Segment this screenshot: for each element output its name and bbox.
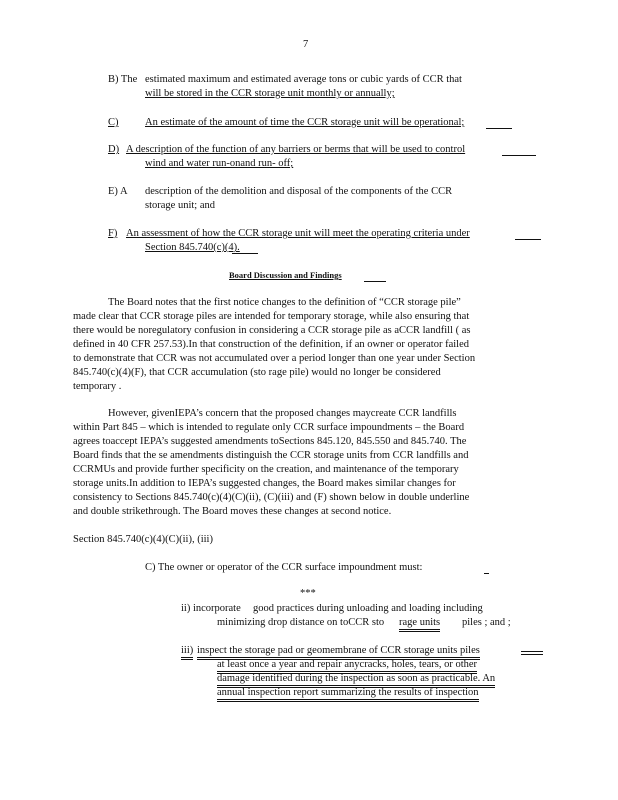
para2-line: agrees toaccept IEPA’s suggested amendments toSections 845.120, 845.550 and 845.740. The bbox=[73, 436, 467, 447]
section-heading: Board Discussion and Findings bbox=[229, 270, 342, 280]
para1-line: temporary . bbox=[73, 381, 122, 392]
underline-rule bbox=[486, 128, 512, 129]
item-b-line2: will be stored in the CCR storage unit monthly or annually; bbox=[145, 88, 395, 99]
item-c-line1: An estimate of the amount of time the CCR storage unit will be operational; bbox=[145, 117, 465, 128]
item-d-line2: wind and water run-onand run- off; bbox=[145, 158, 294, 169]
item-iii-label: iii) bbox=[181, 644, 193, 660]
underline-rule bbox=[484, 573, 489, 574]
item-ii-line2a: minimizing drop distance on toCCR sto bbox=[217, 617, 385, 628]
para1-line: defined in 40 CFR 257.53).In that construction of the definition, if an owner or operator failed bbox=[73, 339, 469, 350]
item-iii-line4: annual inspection report summarizing the results of inspection bbox=[217, 686, 479, 702]
item-b-line1: estimated maximum and estimated average tons or cubic yards of CCR that bbox=[145, 74, 462, 85]
underline-rule bbox=[232, 253, 258, 254]
item-ii-line2b: rage units bbox=[399, 616, 440, 632]
subsection-c-owner: C) The owner or operator of the CCR surface impoundment must: bbox=[145, 562, 423, 573]
item-f-line2: Section 845.740(c)(4). bbox=[145, 242, 240, 253]
para2-line: and double strikethrough. The Board moves these changes at second notice. bbox=[73, 506, 392, 517]
para2-line: Board finds that the se amendments distinguish the CCR storage units from CCR landfills and bbox=[73, 450, 469, 461]
item-f-label: F) bbox=[108, 228, 118, 239]
item-d-label: D) bbox=[108, 144, 120, 155]
para1-line: The Board notes that the first notice changes to the definition of “CCR storage pile” bbox=[108, 297, 461, 308]
para2-line: However, givenIEPA’s concern that the proposed changes maycreate CCR landfills bbox=[108, 408, 457, 419]
item-b-label: B) The bbox=[108, 74, 138, 85]
item-e-label: E) A bbox=[108, 186, 128, 197]
page-number: 7 bbox=[303, 39, 309, 50]
para2-line: within Part 845 – which is intended to regulate only CCR surface impoundments – the Board bbox=[73, 422, 465, 433]
item-ii-label: ii) incorporate bbox=[181, 603, 241, 614]
para1-line: to demonstrate that CCR was not accumulated over a period longer than one year under Section bbox=[73, 353, 476, 364]
underline-rule bbox=[502, 155, 536, 156]
underline-rule bbox=[364, 281, 386, 282]
para1-line: there would be noregulatory confusion in considering a CCR storage pile as aCCR landfill ( as bbox=[73, 325, 471, 336]
item-ii-line2c: piles ; and ; bbox=[462, 617, 511, 628]
item-c-label: C) bbox=[108, 117, 119, 128]
para1-line: made clear that CCR storage piles are intended for temporary storage, while also ensuring that bbox=[73, 311, 470, 322]
item-e-line2: storage unit; and bbox=[145, 200, 215, 211]
section-reference: Section 845.740(c)(4)(C)(ii), (iii) bbox=[73, 534, 213, 545]
item-d-line1: A description of the function of any barriers or berms that will be used to control bbox=[126, 144, 466, 155]
item-iii-line2: at least once a year and repair anycracks, holes, tears, or other bbox=[217, 658, 477, 674]
para2-line: storage units.In addition to IEPA’s suggested changes, the Board makes similar changes for bbox=[73, 478, 456, 489]
strikethrough-rule bbox=[521, 651, 543, 652]
item-iii-line1: inspect the storage pad or geomembrane of CCR storage units piles bbox=[197, 644, 480, 660]
item-ii-line1: good practices during unloading and loading including bbox=[253, 603, 483, 614]
strikethrough-rule bbox=[521, 654, 543, 655]
para2-line: consistency to Sections 845.740(c)(4)(C)(ii), (C)(iii) and (F) shown below in double underline bbox=[73, 492, 470, 503]
underline-rule bbox=[515, 239, 541, 240]
item-f-line1: An assessment of how the CCR storage unit will meet the operating criteria under bbox=[126, 228, 470, 239]
para1-line: 845.740(c)(4)(F), that CCR accumulation (sto rage pile) would no longer be considered bbox=[73, 367, 441, 378]
omission-asterisks: *** bbox=[300, 588, 316, 599]
item-iii-line3: damage identified during the inspection as soon as practicable. An bbox=[217, 672, 495, 688]
item-e-line1: description of the demolition and disposal of the components of the CCR bbox=[145, 186, 453, 197]
para2-line: CCRMUs and provide further specificity on the creation, and maintenance of the temporary bbox=[73, 464, 459, 475]
